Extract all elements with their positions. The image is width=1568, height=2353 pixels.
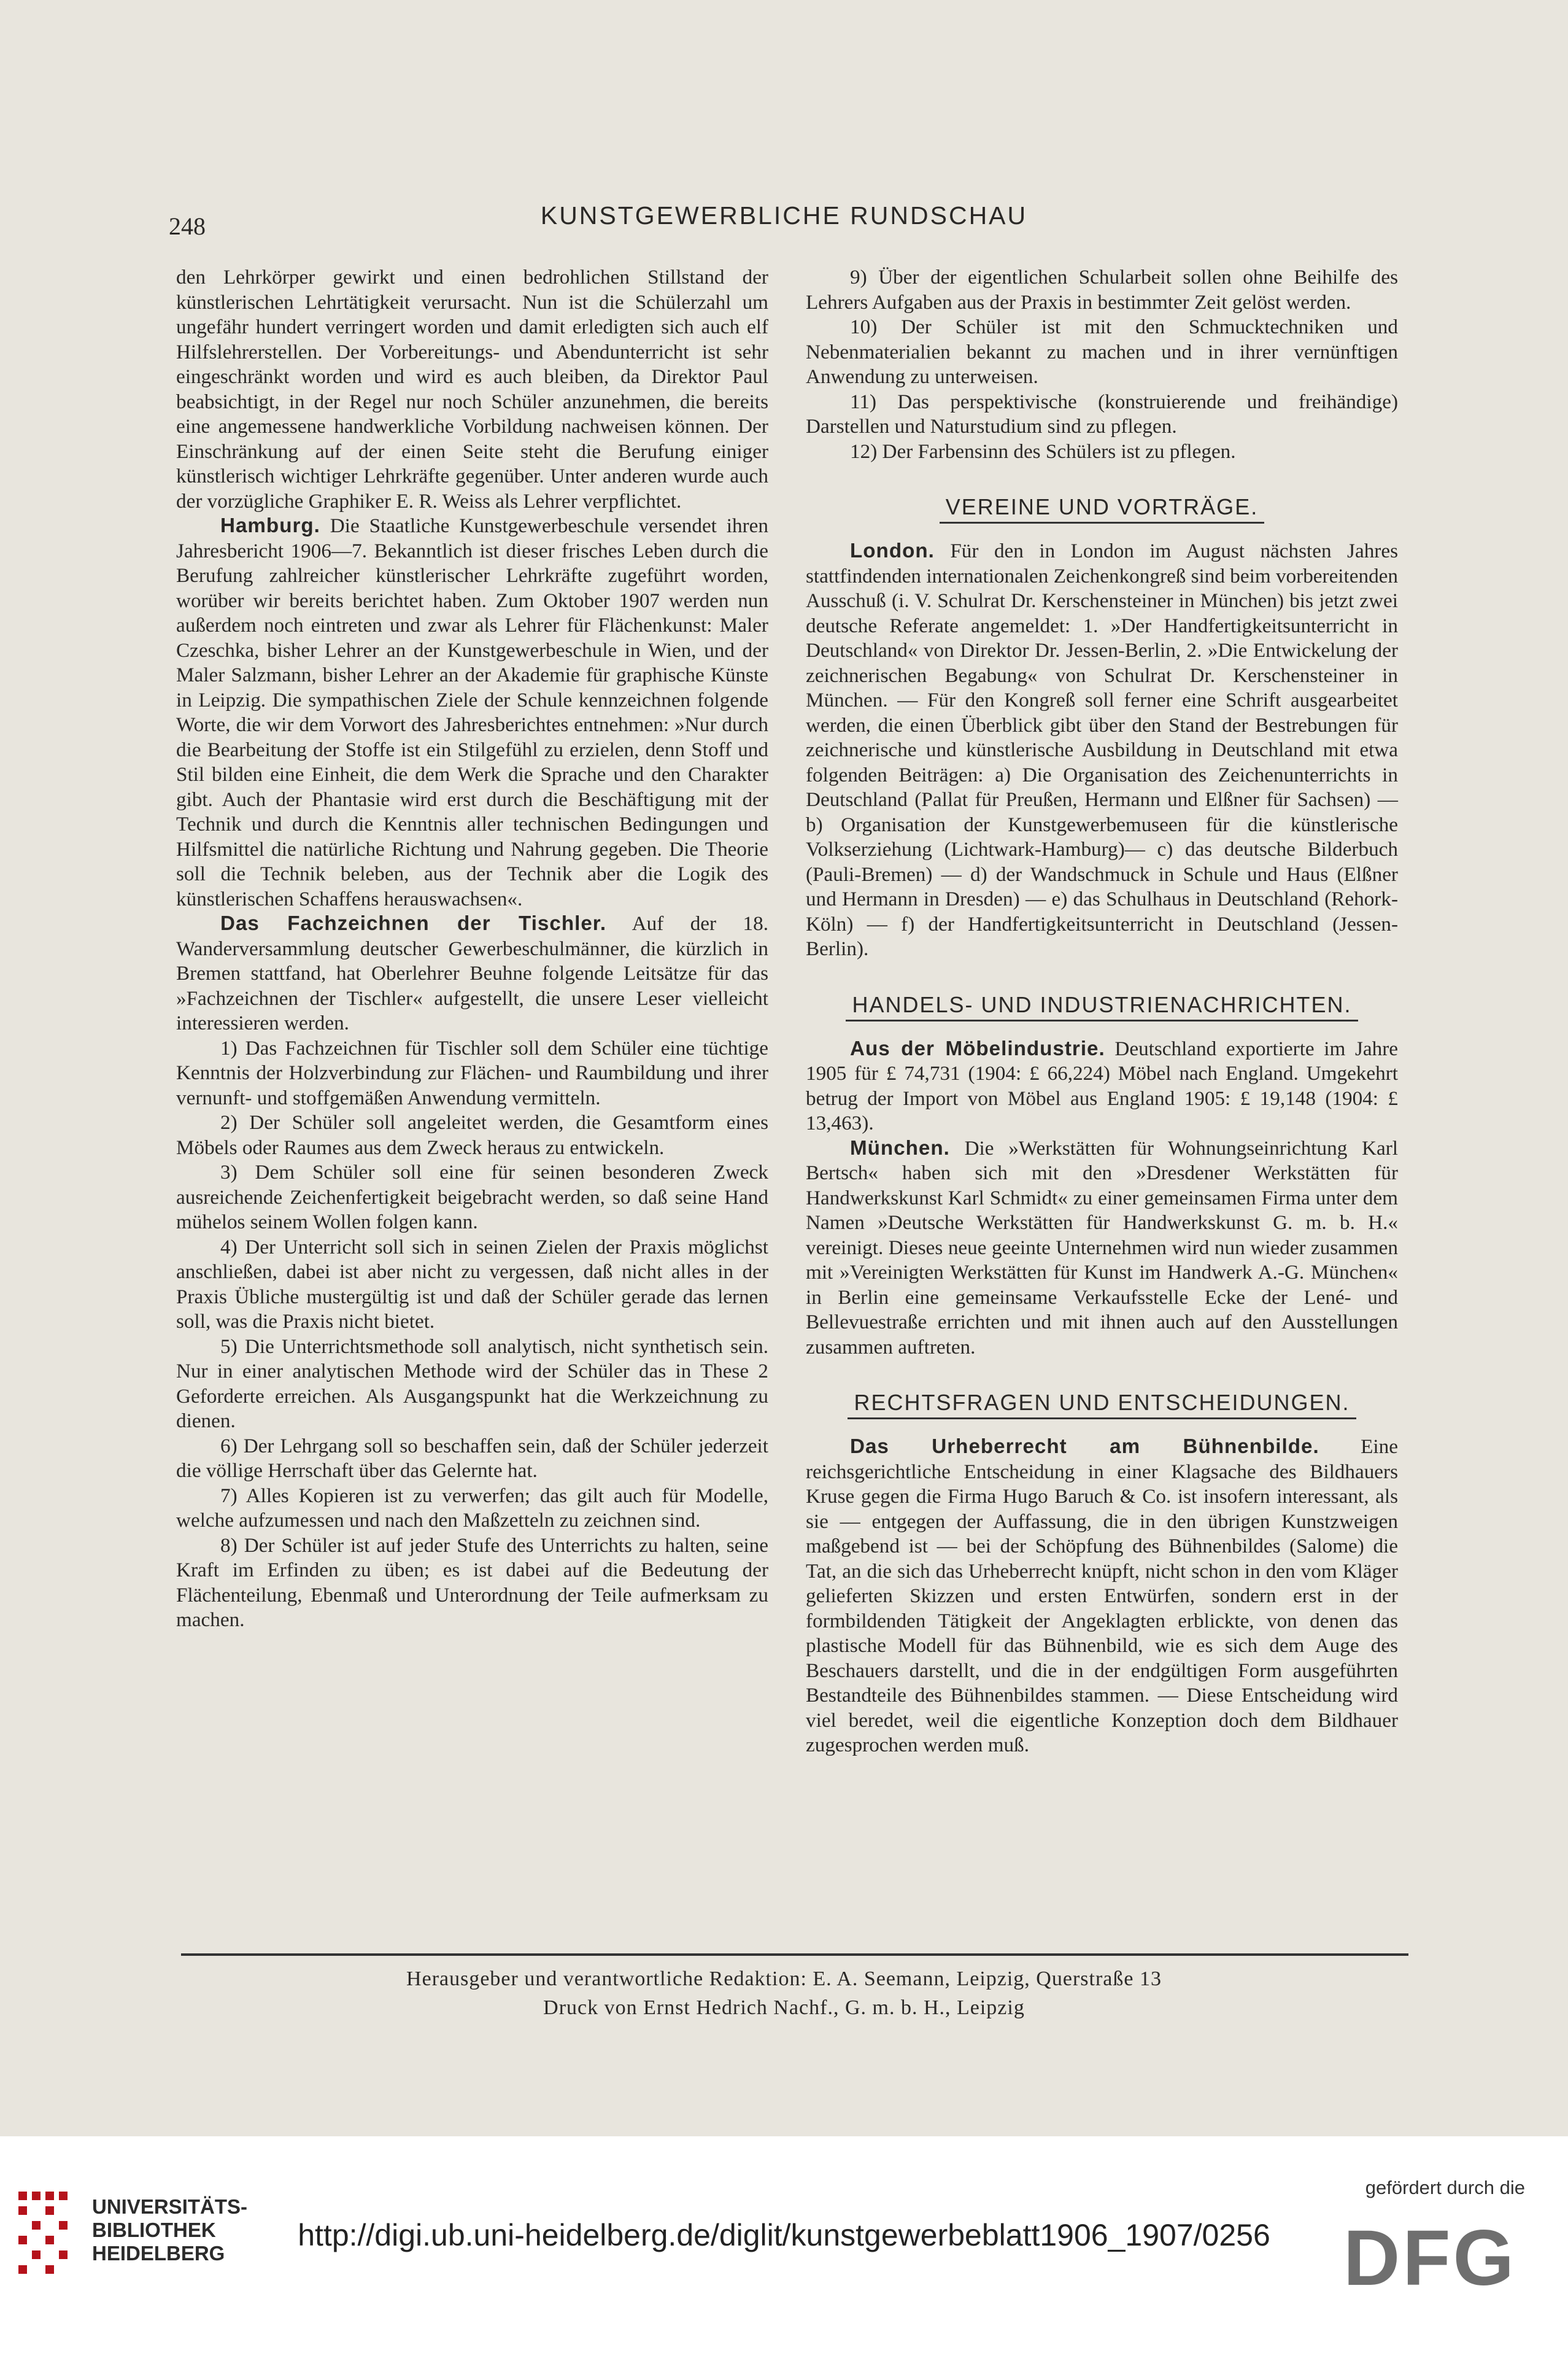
paragraph (176, 912, 768, 1036)
paragraph-text: 6) Der Lehrgang soll so beschaffen sein, daß der Schüler jederzeit die völlige Herrschaft über das Gelernte hat. (176, 1434, 768, 1482)
paragraph (806, 539, 1398, 962)
paragraph-lead: Das Urheberrecht am Bühnenbilde. (850, 1435, 1319, 1458)
paragraph (176, 1434, 768, 1484)
paragraph (176, 1235, 768, 1335)
permalink-url[interactable]: http://digi.ub.uni-heidelberg.de/diglit/kunstgewerbeblatt1906_1907/0256 (298, 2218, 1270, 2252)
paragraph (176, 1036, 768, 1111)
paragraph-lead: Hamburg. (220, 514, 320, 537)
paragraph-text: 11) Das perspektivische (konstruierende und freihändige) Darstellen und Naturstudium sind zu pflegen. (806, 390, 1398, 438)
running-head: KUNSTGEWERBLICHE RUNDSCHAU (540, 201, 1028, 230)
paragraph-text: Die Staatliche Kunstgewerbeschule versendet ihren Jahresbericht 1906—7. Bekanntlich ist dieser frisches Leben durch die Berufung zahlreicher künstlerischer Lehrkräfte zugeführt worden, worüber wir bereits berichtet haben. Zum Oktober 1907 werden nun außerdem noch eintreten und zwar als Lehrer für Flächenkunst: Maler Czeschka, bisher Lehrer an der Kunstgewerbeschule in Wien, und der Maler Salzmann, bisher Lehrer an der Akademie für graphische Künste in Leipzig. Die sympathischen Ziele der Schule kennzeichnen folgende Worte, die wir dem Vorwort des Jahresberichtes entnehmen: »Nur durch die Bearbeitung der Stoffe ist ein Stilgefühl zu erzielen, denn Stoff und Stil bilden eine Einheit, die dem Werk die Sprache und den Charakter gibt. Auch der Phantasie wird erst durch die Beschäftigung mit der Technik und durch die Kenntnis aller technischen Bedingungen und Hilfsmittel die natürliche Richtung und Nahrung gegeben. Die Theorie soll die Technik beleben, aus der Technik aber die Logik des künstlerischen Schaffens herauswachsen«. (176, 514, 768, 910)
paragraph (176, 1111, 768, 1160)
paragraph-lead: Das Fachzeichnen der Tischler. (220, 912, 607, 935)
dfg-logo-icon (1329, 2216, 1531, 2296)
footer-printer: Druck von Ernst Hedrich Nachf., G. m. b. H., Leipzig (543, 1996, 1025, 2019)
footer-publisher: Herausgeber und verantwortliche Redaktion: E. A. Seemann, Leipzig, Querstraße 13 (406, 1967, 1162, 1990)
section-heading-text: HANDELS- UND INDUSTRIENACHRICHTEN. (846, 992, 1358, 1021)
funded-by-label: gefördert durch die (1365, 2177, 1525, 2198)
section-heading-text: VEREINE UND VORTRÄGE. (940, 494, 1264, 524)
right-column (806, 265, 1398, 1758)
paragraph-text: 3) Dem Schüler soll eine für seinen besonderen Zweck ausreichende Zeichenfertigkeit beigebracht werden, so daß seine Hand mühelos seinem Wollen folgen kann. (176, 1161, 768, 1233)
library-name-line: BIBLIOTHEK (92, 2219, 216, 2241)
paragraph-text: 1) Das Fachzeichnen für Tischler soll dem Schüler eine tüchtige Kenntnis der Holzverbindung zur Flächen- und Raumbildung und ihrer vernunft- und stoffgemäßen Anwendung vermitteln. (176, 1036, 768, 1109)
paragraph-lead: Aus der Möbelindustrie. (850, 1037, 1105, 1060)
paragraph-text: 5) Die Unterrichtsmethode soll analytisch, nicht synthetisch sein. Nur in einer analytischen Methode wird der Schüler das in These 2 Geforderte erreichen. Als Ausgangspunkt hat die Werkzeichnung zu dienen. (176, 1335, 768, 1432)
paragraph-text: 7) Alles Kopieren ist zu verwerfen; das gilt auch für Modelle, welche aufzumessen und nach den Maßzetteln zu zeichnen sind. (176, 1484, 768, 1532)
paragraph (176, 265, 768, 514)
section-heading-text: RECHTSFRAGEN UND ENTSCHEIDUNGEN. (848, 1390, 1356, 1419)
paragraph (806, 1136, 1398, 1360)
paragraph (176, 514, 768, 912)
paragraph (806, 390, 1398, 440)
section-heading (806, 494, 1398, 521)
left-column (176, 265, 768, 1633)
paragraph (176, 1533, 768, 1633)
paragraph (806, 315, 1398, 390)
paragraph (806, 1037, 1398, 1136)
section-heading (806, 991, 1398, 1018)
paragraph (806, 265, 1398, 315)
paragraph-text: Die »Werkstätten für Wohnungseinrichtung Karl Bertsch« haben sich mit den »Dresdener Werkstätten für Handwerkskunst Karl Schmidt« zu einer gemeinsamen Firma unter dem Namen »Deutsche Werkstätten für Handwerkskunst G. m. b. H.« vereinigt. Dieses neue geeinte Unternehmen wird nun wieder zusammen mit »Vereinigten Werkstätten für Kunst im Handwerk A.-G. München« in Berlin eine gemeinsame Verkaufsstelle Ecke der Lené- und Bellevuestraße errichten und mit ihnen auch auf den Ausstellungen zusammen auftreten. (806, 1136, 1398, 1359)
dfg-logo-text: DFG (1343, 2216, 1517, 2296)
paragraph (806, 440, 1398, 465)
paragraph-text: 2) Der Schüler soll angeleitet werden, die Gesamtform eines Möbels oder Raumes aus dem Zweck heraus zu entwickeln. (176, 1111, 768, 1159)
paragraph-text: den Lehrkörper gewirkt und einen bedrohlichen Stillstand der künstlerischen Lehrtätigkeit verursacht. Nun ist die Schülerzahl um ungefähr hundert verringert worden und damit erledigten sich auch elf Hilfslehrerstellen. Der Vorbereitungs- und Abendunterricht ist sehr eingeschränkt worden und wird es auch bleiben, da Direktor Paul beabsichtigt, in der Regel nur noch Schüler anzunehmen, die bereits eine angemessene handwerkliche Vorbildung nachweisen können. Der Einschränkung auf der einen Seite steht die Berufung einiger künstlerisch wichtiger Lehrkräfte gegenüber. Unter anderen wurde auch der vorzügliche Graphiker E. R. Weiss als Lehrer verpflichtet. (176, 266, 768, 513)
paragraph (176, 1484, 768, 1533)
paragraph-text: 12) Der Farbensinn des Schülers ist zu pflegen. (850, 440, 1236, 463)
viewer-bar (0, 2136, 1568, 2353)
paragraph-text: Deutschland exportierte im Jahre 1905 für £ 74,731 (1904: £ 66,224) Möbel nach England. Umgekehrt betrug der Import von Möbel aus England 1905: £ 19,148 (1904: £ 13,463). (806, 1037, 1398, 1134)
library-name-line: HEIDELBERG (92, 2242, 225, 2265)
paragraph-text: 8) Der Schüler ist auf jeder Stufe des Unterrichts zu halten, seine Kraft im Erfinden zu üben; es ist dabei auf die Bedeutung der Flächenteilung, Ebenmaß und Unterordnung der Teile aufmerksam zu machen. (176, 1533, 768, 1631)
paragraph (176, 1160, 768, 1235)
paragraph-lead: München. (850, 1136, 950, 1160)
paragraph-text: 9) Über der eigentlichen Schularbeit sollen ohne Beihilfe des Lehrers Aufgaben aus der Praxis in bestimmter Zeit gelöst werden. (806, 266, 1398, 314)
paragraph-text: Für den in London im August nächsten Jahres stattfindenden internationalen Zeichenkongreß sind beim vorbereitenden Ausschuß (i. V. Schulrat Dr. Kerschensteiner in München) bis jetzt zwei deutsche Referate angemeldet: 1. »Der Handfertigkeitsunterricht in Deutschland« von Direktor Dr. Jessen-Berlin, 2. »Die Entwickelung der zeichnerischen Begabung« von Schulrat Dr. Kerschensteiner in München. — Für den Kongreß soll ferner eine Schrift ausgearbeitet werden, die einen Überblick gibt über den Stand der Bestrebungen für zeichnerische und künstlerische Ausbildung in Deutschland mit etwa folgenden Beiträgen: a) Die Organisation des Zeichenunterrichts in Deutschland (Pallat für Preußen, Hermann und Elßner für Sachsen) — b) Organisation der Kunstgewerbemuseen für die künstlerische Volkserziehung (Lichtwark-Hamburg)— c) das deutsche Bilderbuch (Pauli-Bremen) — d) der Wandschmuck in Schule und Haus (Elßner und Hermann in Dresden) — e) das Schulhaus in Deutschland (Rehork-Köln) — f) der Handfertigkeitsunterricht in Deutschland (Jessen-Berlin). (806, 540, 1398, 960)
page-number: 248 (169, 212, 206, 240)
paragraph (176, 1335, 768, 1434)
paragraph (806, 1435, 1398, 1758)
paragraph-lead: London. (850, 540, 935, 562)
paragraph-text: Auf der 18. Wanderversammlung deutscher Gewerbeschulmänner, die kürzlich in Bremen stattfand, hat Oberlehrer Beuhne folgende Leitsätze für das »Fachzeichnen der Tischler« aufgestellt, die unsere Leser vielleicht interessieren werden. (176, 912, 768, 1034)
section-heading (806, 1389, 1398, 1416)
library-name-line: UNIVERSITÄTS- (92, 2195, 248, 2218)
paragraph-text: 10) Der Schüler ist mit den Schmucktechniken und Nebenmaterialien bekannt zu machen und in ihrer vernünftigen Anwendung zu unterweisen. (806, 316, 1398, 388)
footer-rule (181, 1953, 1408, 1956)
paragraph-text: 4) Der Unterricht soll sich in seinen Zielen der Praxis möglichst anschließen, dabei ist aber nicht zu vergessen, daß nicht alles in der Praxis Übliche mustergültig ist und daß der Schüler gerade das lernen soll, was die Praxis nicht bietet. (176, 1235, 768, 1333)
paragraph-text: Eine reichsgerichtliche Entscheidung in einer Klagsache des Bildhauers Kruse gegen die Firma Hugo Baruch & Co. ist insofern interessant, als sie — entgegen der Auffassung, die in den übrigen Kunstzweigen maßgebend ist — bei der Schöpfung des Bühnenbildes (Salome) die Tat, an die sich das Urheberrecht knüpft, nicht schon in den vom Kläger gelieferten Skizzen und ersten Entwürfen, sondern erst in der formbildenden Tätigkeit der Angeklagten erblickte, von denen das plastische Modell für das Bühnenbild, wie es sich dem Auge des Beschauers darstellt, und die in der endgültigen Form ausgeführten Bestandteile des Bühnenbildes stammen. — Diese Entscheidung wird viel beredet, weil die eigentliche Konzeption doch dem Bildhauer zugesprochen werden muß. (806, 1435, 1398, 1756)
